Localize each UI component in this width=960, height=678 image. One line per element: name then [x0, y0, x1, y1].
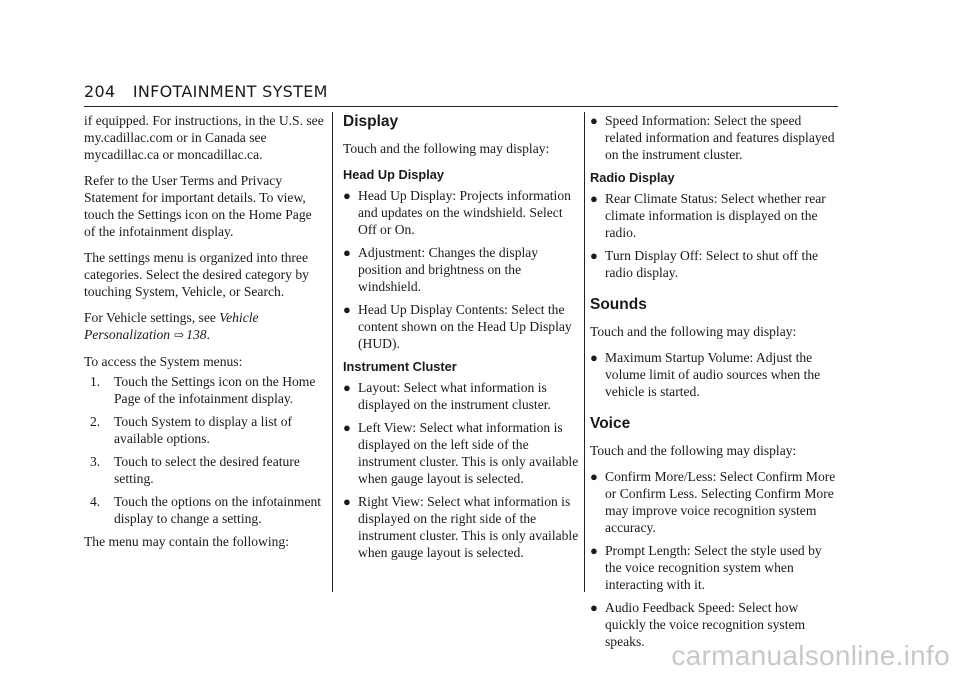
- list-item: ● Adjustment: Changes the display position and brightness on the windshield.: [343, 245, 539, 294]
- paragraph: Touch and the following may display:: [590, 324, 797, 339]
- paragraph: Refer to the User Terms and Privacy Statement for important details. To view, touch the Settings icon on the Home Page of the infotainment display.: [84, 173, 312, 239]
- list-item: ● Prompt Length: Select the style used by the voice recognition system when interacting with it.: [590, 543, 822, 592]
- bullet-icon: ●: [343, 380, 351, 395]
- subsection-heading: Instrument Cluster: [343, 359, 457, 374]
- bullet-icon: ●: [343, 494, 351, 509]
- bullet-icon: ●: [590, 248, 598, 263]
- subsection-heading: Radio Display: [590, 170, 675, 185]
- column-divider: [584, 112, 585, 592]
- list-item: ● Head Up Display: Projects information and updates on the windshield. Select Off or On.: [343, 188, 571, 237]
- column-divider: [332, 112, 333, 592]
- list-item: 3. Touch to select the desired feature setting.: [90, 454, 300, 486]
- list-item: ● Left View: Select what information is displayed on the left side of the instrument cluster. This is only available when gauge layout is selected.: [343, 420, 579, 486]
- list-item: ● Turn Display Off: Select to shut off the radio display.: [590, 248, 819, 280]
- bullet-icon: ●: [590, 600, 598, 615]
- paragraph: To access the System menus:: [84, 354, 243, 369]
- bullet-icon: ●: [343, 245, 351, 260]
- list-item: 2. Touch System to display a list of available options.: [90, 414, 293, 446]
- list-item: ● Right View: Select what information is displayed on the right side of the instrument cluster. This is only available when gauge layout is selected.: [343, 494, 579, 560]
- section-heading: Display: [343, 113, 399, 130]
- bullet-icon: ●: [590, 543, 598, 558]
- paragraph: if equipped. For instructions, in the U.S. see my.cadillac.com or in Canada see mycadillac.ca or moncadillac.ca.: [84, 113, 324, 162]
- bullet-icon: ●: [590, 350, 598, 365]
- column-2: [343, 112, 579, 567]
- page-number: 204: [84, 82, 116, 101]
- subsection-heading: Head Up Display: [343, 167, 444, 182]
- list-item: ● Audio Feedback Speed: Select how quickly the voice recognition system speaks.: [590, 600, 806, 649]
- list-item: ● Layout: Select what information is displayed on the instrument cluster.: [343, 380, 551, 412]
- page-header: [84, 82, 838, 107]
- bullet-icon: ●: [590, 113, 598, 128]
- list-item: ● Speed Information: Select the speed related information and features displayed on the instrument cluster.: [590, 113, 835, 162]
- column-1: [84, 112, 324, 559]
- section-heading: Voice: [590, 415, 631, 432]
- section-heading: Sounds: [590, 296, 647, 313]
- page-reference-arrow-icon: ⇨: [174, 328, 185, 342]
- vehicle-personalization-link[interactable]: Vehicle Personalization: [84, 310, 259, 342]
- paragraph-text: For Vehicle settings, see: [84, 310, 220, 325]
- list-item: ● Head Up Display Contents: Select the content shown on the Head Up Display (HUD).: [343, 302, 572, 351]
- list-item: ● Maximum Startup Volume: Adjust the volume limit of audio sources when the vehicle is started.: [590, 350, 821, 399]
- list-item: 1. Touch the Settings icon on the Home Page of the infotainment display.: [90, 374, 316, 406]
- bullet-icon: ●: [590, 191, 598, 206]
- page-reference[interactable]: 138: [186, 327, 207, 342]
- bullet-icon: ●: [343, 188, 351, 203]
- paragraph: The settings menu is organized into three categories. Select the desired category by touching System, Vehicle, or Search.: [84, 250, 309, 299]
- bullet-icon: ●: [590, 469, 598, 484]
- paragraph: Touch and the following may display:: [343, 141, 550, 156]
- paragraph: Touch and the following may display:: [590, 443, 797, 458]
- section-title: INFOTAINMENT SYSTEM: [132, 82, 328, 101]
- paragraph: The menu may contain the following:: [84, 534, 289, 549]
- paragraph: For Vehicle settings, see Vehicle Personalization ⇨ 138.: [84, 310, 259, 342]
- column-3: [590, 112, 840, 656]
- watermark-text: carmanualsonline.info: [671, 640, 950, 671]
- list-item: 4. Touch the options on the infotainment display to change a setting.: [90, 494, 322, 526]
- list-item: ● Confirm More/Less: Select Confirm More or Confirm Less. Selecting Confirm More may improve voice recognition system accuracy.: [590, 469, 836, 535]
- bullet-icon: ●: [343, 302, 351, 317]
- bullet-icon: ●: [343, 420, 351, 435]
- list-item: ● Rear Climate Status: Select whether rear climate information is displayed on the radio.: [590, 191, 826, 240]
